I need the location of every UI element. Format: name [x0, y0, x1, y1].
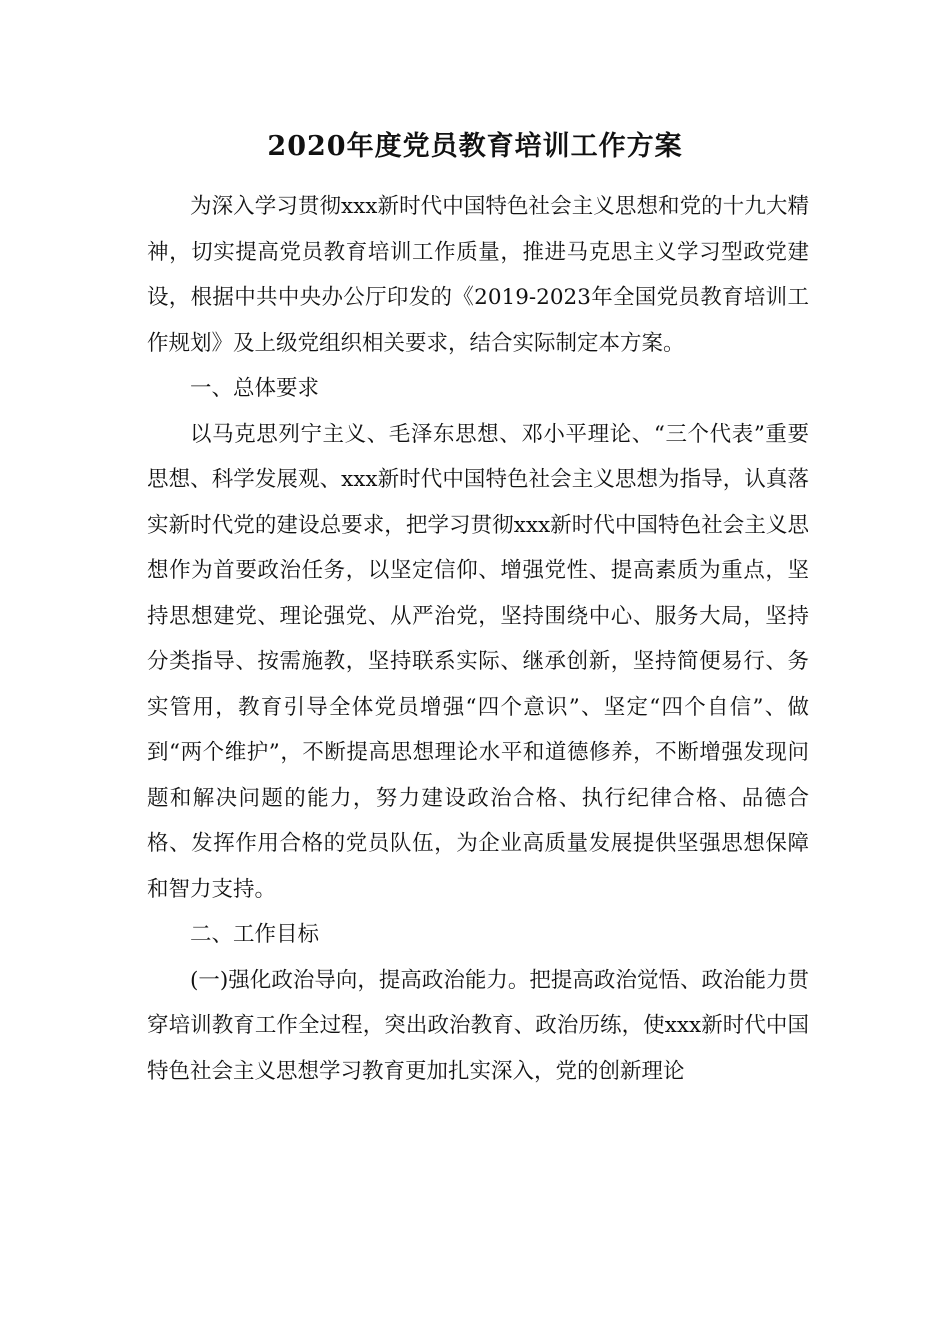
document-title: 2020年度党员教育培训工作方案 — [267, 131, 683, 162]
section-heading-overall-requirements: 一、总体要求 — [190, 376, 320, 401]
document-body — [147, 184, 809, 1094]
section-heading-work-goals: 二、工作目标 — [190, 922, 320, 947]
intro-paragraph: 为深入学习贯彻xxx新时代中国特色社会主义思想和党的十九大精神，切实提高党员教育培训工作质量，推进马克思主义学习型政党建设，根据中共中央办公厅印发的《2019-2023年全国党员教育培训工作规划》及上级党组织相关要求，结合实际制定本方案。 — [147, 194, 809, 356]
overall-requirements-paragraph: 以马克思列宁主义、毛泽东思想、邓小平理论、“三个代表”重要思想、科学发展观、xxx新时代中国特色社会主义思想为指导，认真落实新时代党的建设总要求，把学习贯彻xxx新时代中国特色社会主义思想作为首要政治任务，以坚定信仰、增强党性、提高素质为重点，坚持思想建党、理论强党、从严治党，坚持围绕中心、服务大局，坚持分类指导、按需施教，坚持联系实际、继承创新，坚持简便易行、务实管用，教育引导全体党员增强“四个意识”、坚定“四个自信”、做到“两个维护”，不断提高思想理论水平和道德修养，不断增强发现问题和解决问题的能力，努力建设政治合格、执行纪律合格、品德合格、发挥作用合格的党员队伍，为企业高质量发展提供坚强思想保障和智力支持。 — [147, 421, 809, 902]
work-goals-item-1: (一)强化政治导向，提高政治能力。把提高政治觉悟、政治能力贯穿培训教育工作全过程，突出政治教育、政治历练，使xxx新时代中国特色社会主义思想学习教育更加扎实深入，党的创新理论 — [147, 967, 809, 1084]
